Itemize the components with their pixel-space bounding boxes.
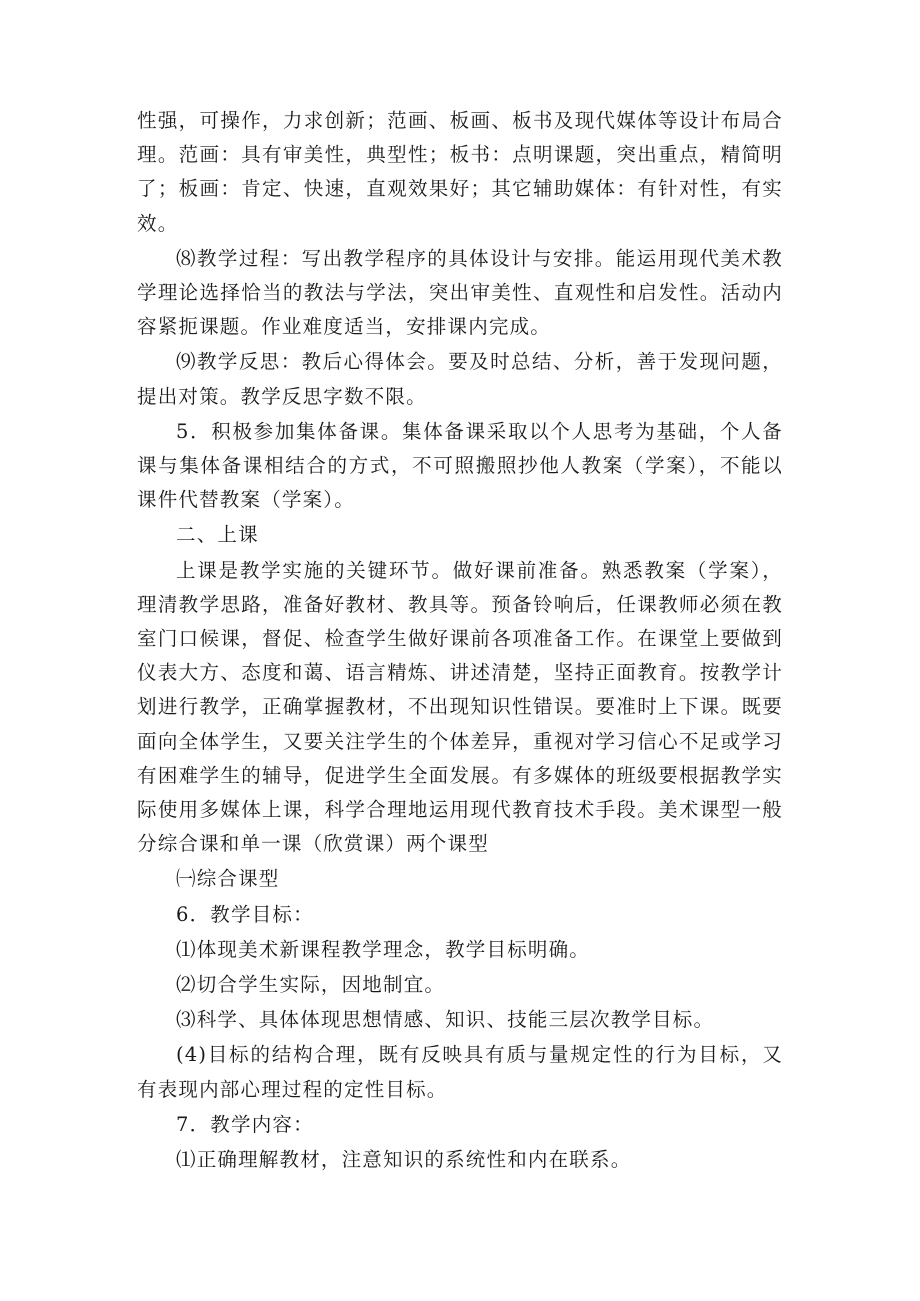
document-body	[137, 104, 783, 1177]
paragraph-design-layout: 性强，可操作，力求创新；范画、板画、板书及现代媒体等设计布局合理。范画：具有审美性，典型性；板书：点明课题，突出重点，精简明了；板画：肯定、快速，直观效果好；其它辅助媒体：有针对性，有实效。	[137, 109, 783, 235]
list-item-objective-1: ⑴体现美术新课程教学理念，教学目标明确。	[176, 937, 591, 961]
subheading-comprehensive-lesson: ㈠综合课型	[176, 867, 280, 891]
paragraph-teaching-reflection: ⑼教学反思：教后心得体会。要及时总结、分析，善于发现问题，提出对策。教学反思字数不限。	[137, 350, 783, 408]
list-item-content-1: ⑴正确理解教材，注意知识的系统性和内在联系。	[176, 1148, 632, 1172]
list-item-objective-4: (4)目标的结构合理，既有反映具有质与量规定性的行为目标，又有表现内部心理过程的定性目标。	[137, 1043, 783, 1101]
list-item-objective-2: ⑵切合学生实际，因地制宜。	[176, 973, 446, 997]
section-heading-class: 二、上课	[176, 523, 259, 547]
paragraph-teaching-process: ⑻教学过程：写出教学程序的具体设计与安排。能运用现代美术教学理论选择恰当的教法与学法，突出审美性、直观性和启发性。活动内容紧扼课题。作业难度适当，安排课内完成。	[137, 246, 783, 339]
paragraph-collective-preparation: 5．积极参加集体备课。集体备课采取以个人思考为基础，个人备课与集体备课相结合的方式，不可照搬照抄他人教案（学案），不能以课件代替教案（学案）。	[137, 419, 783, 512]
item-teaching-objectives: 6．教学目标：	[176, 902, 314, 926]
paragraph-class-instruction: 上课是教学实施的关键环节。做好课前准备。熟悉教案（学案），理清教学思路，准备好教材、教具等。预备铃响后，任课教师必须在教室门口候课，督促、检查学生做好课前各项准备工作。在课堂上要做到仪表大方、态度和蔼、语言精炼、讲述清楚，坚持正面教育。按教学计划进行教学，正确掌握教材，不出现知识性错误。要准时上下课。既要面向全体学生，又要关注学生的个体差异，重视对学习信心不足或学习有困难学生的辅导，促进学生全面发展。有多媒体的班级要根据教学实际使用多媒体上课，科学合理地运用现代教育技术手段。美术课型一般分综合课和单一课（欣赏课）两个课型	[137, 558, 783, 856]
item-teaching-content: 7．教学内容：	[176, 1112, 314, 1136]
list-item-objective-3: ⑶科学、具体体现思想情感、知识、技能三层次教学目标。	[176, 1008, 715, 1032]
